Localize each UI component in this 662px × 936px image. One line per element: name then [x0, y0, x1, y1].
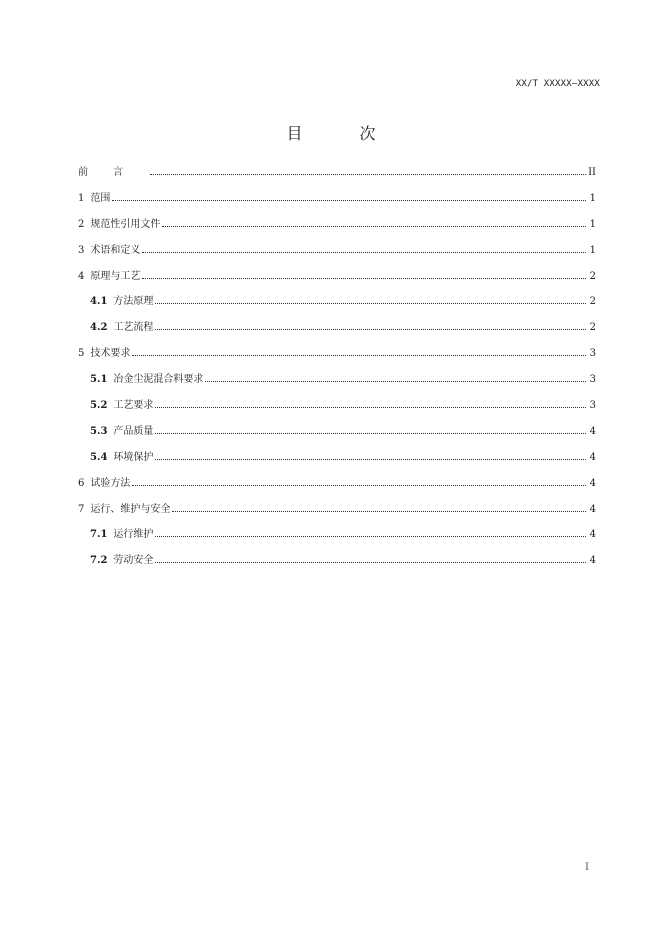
toc-entry[interactable] [78, 502, 596, 528]
table-of-contents [78, 165, 596, 579]
toc-entry-number: 7.2 [90, 555, 108, 567]
toc-entry-label: 前言 [78, 167, 148, 178]
toc-entry-page: 3 [589, 348, 596, 360]
toc-entry-label: 方法原理 [113, 296, 154, 308]
toc-leader-dots [155, 320, 586, 330]
toc-entry-number: 7 [78, 503, 85, 515]
toc-entry-number: 3 [78, 244, 85, 256]
toc-entry[interactable] [78, 398, 596, 424]
toc-entry-page: 4 [589, 425, 596, 437]
toc-entry-label: 冶金尘泥混合料要求 [113, 374, 204, 386]
toc-entry[interactable] [78, 424, 596, 450]
standard-code: XX/T XXXXX—XXXX [515, 79, 600, 89]
toc-entry-page: 3 [589, 374, 596, 386]
toc-entry-number: 4.2 [90, 322, 108, 334]
toc-leader-dots [150, 165, 586, 175]
toc-leader-dots [155, 294, 586, 304]
toc-leader-dots [132, 346, 586, 356]
toc-entry-number: 1 [78, 192, 85, 204]
toc-entry[interactable] [78, 294, 596, 320]
toc-entry-page: 4 [589, 503, 596, 515]
toc-entry[interactable] [78, 269, 596, 295]
toc-entry-number: 5.3 [90, 425, 108, 437]
toc-entry-number: 7.1 [90, 529, 108, 541]
toc-entry-number: 4 [78, 270, 85, 282]
toc-entry[interactable] [78, 346, 596, 372]
toc-entry-label: 工艺流程 [113, 322, 154, 334]
toc-entry[interactable] [78, 476, 596, 502]
toc-entry-number: 5.2 [90, 400, 108, 412]
toc-entry-page: 4 [589, 555, 596, 567]
toc-entry[interactable] [78, 320, 596, 346]
toc-entry[interactable] [78, 372, 596, 398]
toc-entry-number: 5.1 [90, 374, 108, 386]
toc-leader-dots [155, 424, 586, 434]
toc-entry-page: 2 [589, 270, 596, 282]
toc-entry-label: 技术要求 [90, 348, 131, 360]
toc-leader-dots [132, 476, 586, 486]
toc-entry-label: 范围 [90, 192, 111, 204]
toc-entry-label: 运行、维护与安全 [90, 503, 171, 515]
toc-entry[interactable] [78, 165, 596, 191]
toc-entry-page: 3 [589, 400, 596, 412]
toc-entry[interactable] [78, 243, 596, 269]
toc-entry-page: 4 [589, 529, 596, 541]
toc-entry-label: 工艺要求 [113, 400, 154, 412]
toc-leader-dots [155, 398, 586, 408]
toc-entry-label: 运行维护 [113, 529, 154, 541]
toc-entry-label: 环境保护 [113, 451, 154, 463]
toc-entry-label: 术语和定义 [90, 244, 141, 256]
toc-entry-page: 1 [589, 218, 596, 230]
toc-entry-page: 2 [589, 322, 596, 334]
toc-leader-dots [162, 217, 586, 227]
toc-title: 目 次 [286, 124, 402, 143]
toc-entry-page: 2 [589, 296, 596, 308]
toc-entry[interactable] [78, 217, 596, 243]
toc-leader-dots [205, 372, 586, 382]
toc-entry[interactable] [78, 191, 596, 217]
toc-leader-dots [142, 243, 586, 253]
toc-entry-number: 4.1 [90, 296, 108, 308]
toc-leader-dots [172, 502, 586, 512]
toc-entry[interactable] [78, 527, 596, 553]
toc-entry[interactable] [78, 553, 596, 579]
toc-entry-label: 规范性引用文件 [90, 218, 161, 230]
toc-entry-page: 1 [589, 192, 596, 204]
toc-entry-page: 4 [589, 451, 596, 463]
toc-leader-dots [155, 450, 586, 460]
toc-leader-dots [155, 527, 586, 537]
toc-entry-number: 5 [78, 348, 85, 360]
page-number: I [585, 862, 589, 873]
toc-entry-label: 产品质量 [113, 425, 154, 437]
toc-entry-number: 6 [78, 477, 85, 489]
toc-entry-page: 4 [589, 477, 596, 489]
toc-entry-number: 5.4 [90, 451, 108, 463]
toc-leader-dots [142, 269, 586, 279]
toc-entry-label: 试验方法 [90, 477, 131, 489]
toc-entry-label: 劳动安全 [113, 555, 154, 567]
toc-entry-page: II [588, 167, 596, 178]
toc-entry-number: 2 [78, 218, 85, 230]
toc-leader-dots [155, 553, 586, 563]
toc-entry-label: 原理与工艺 [90, 270, 141, 282]
toc-entry[interactable] [78, 450, 596, 476]
toc-leader-dots [112, 191, 586, 201]
toc-entry-page: 1 [589, 244, 596, 256]
